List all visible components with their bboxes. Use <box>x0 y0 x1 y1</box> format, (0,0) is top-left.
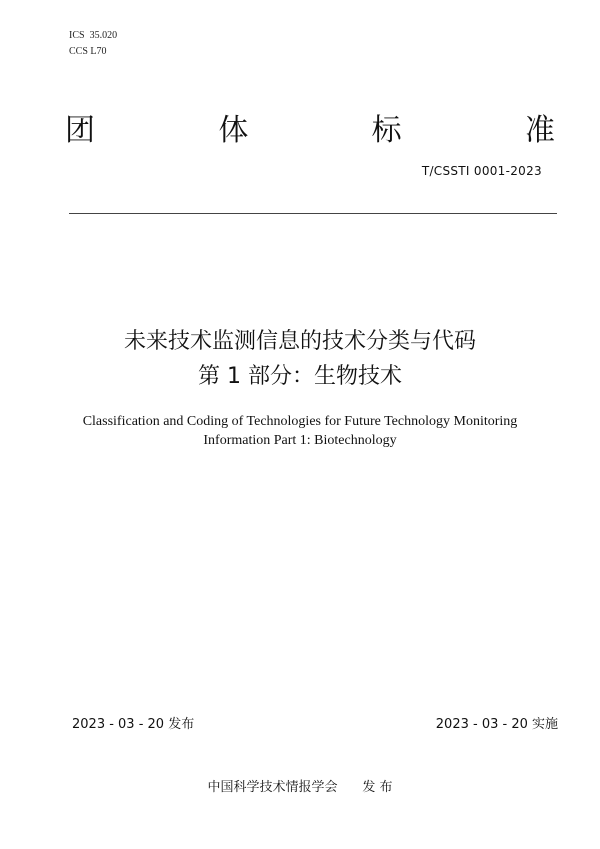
implementation-date: 2023 - 03 - 20 实施 <box>435 717 558 732</box>
publish-action: 发 布 <box>362 780 393 795</box>
standard-type-char: 体 <box>218 113 249 148</box>
publish-date: 2023 - 03 - 20 发布 <box>72 717 195 732</box>
header-divider <box>69 213 557 214</box>
standard-number: T/CSSTI 0001-2023 <box>421 164 542 178</box>
ccs-label: CCS <box>69 46 88 57</box>
ccs-value: L70 <box>90 46 107 57</box>
publisher-name: 中国科学技术情报学会 <box>207 780 338 795</box>
ics-value: 35.020 <box>89 30 118 41</box>
english-title-line-2: Information Part 1: Biotechnology <box>203 433 397 448</box>
standard-type-char: 准 <box>524 113 555 148</box>
english-title <box>60 412 540 450</box>
classification-codes <box>69 28 117 60</box>
standard-type-char: 团 <box>65 113 95 148</box>
chinese-title-line-1: 未来技术监测信息的技术分类与代码 <box>123 329 476 354</box>
ics-code <box>69 28 117 44</box>
standard-type-heading <box>65 111 555 151</box>
publisher-line <box>0 776 600 795</box>
ics-label: ICS <box>69 30 85 41</box>
ccs-code <box>69 44 117 60</box>
english-title-line-1: Classification and Coding of Technologies for Future Technology Monitoring <box>82 414 518 429</box>
chinese-title-line-2: 第 1 部分：生物技术 <box>198 364 402 389</box>
standard-type-char: 标 <box>371 113 402 148</box>
